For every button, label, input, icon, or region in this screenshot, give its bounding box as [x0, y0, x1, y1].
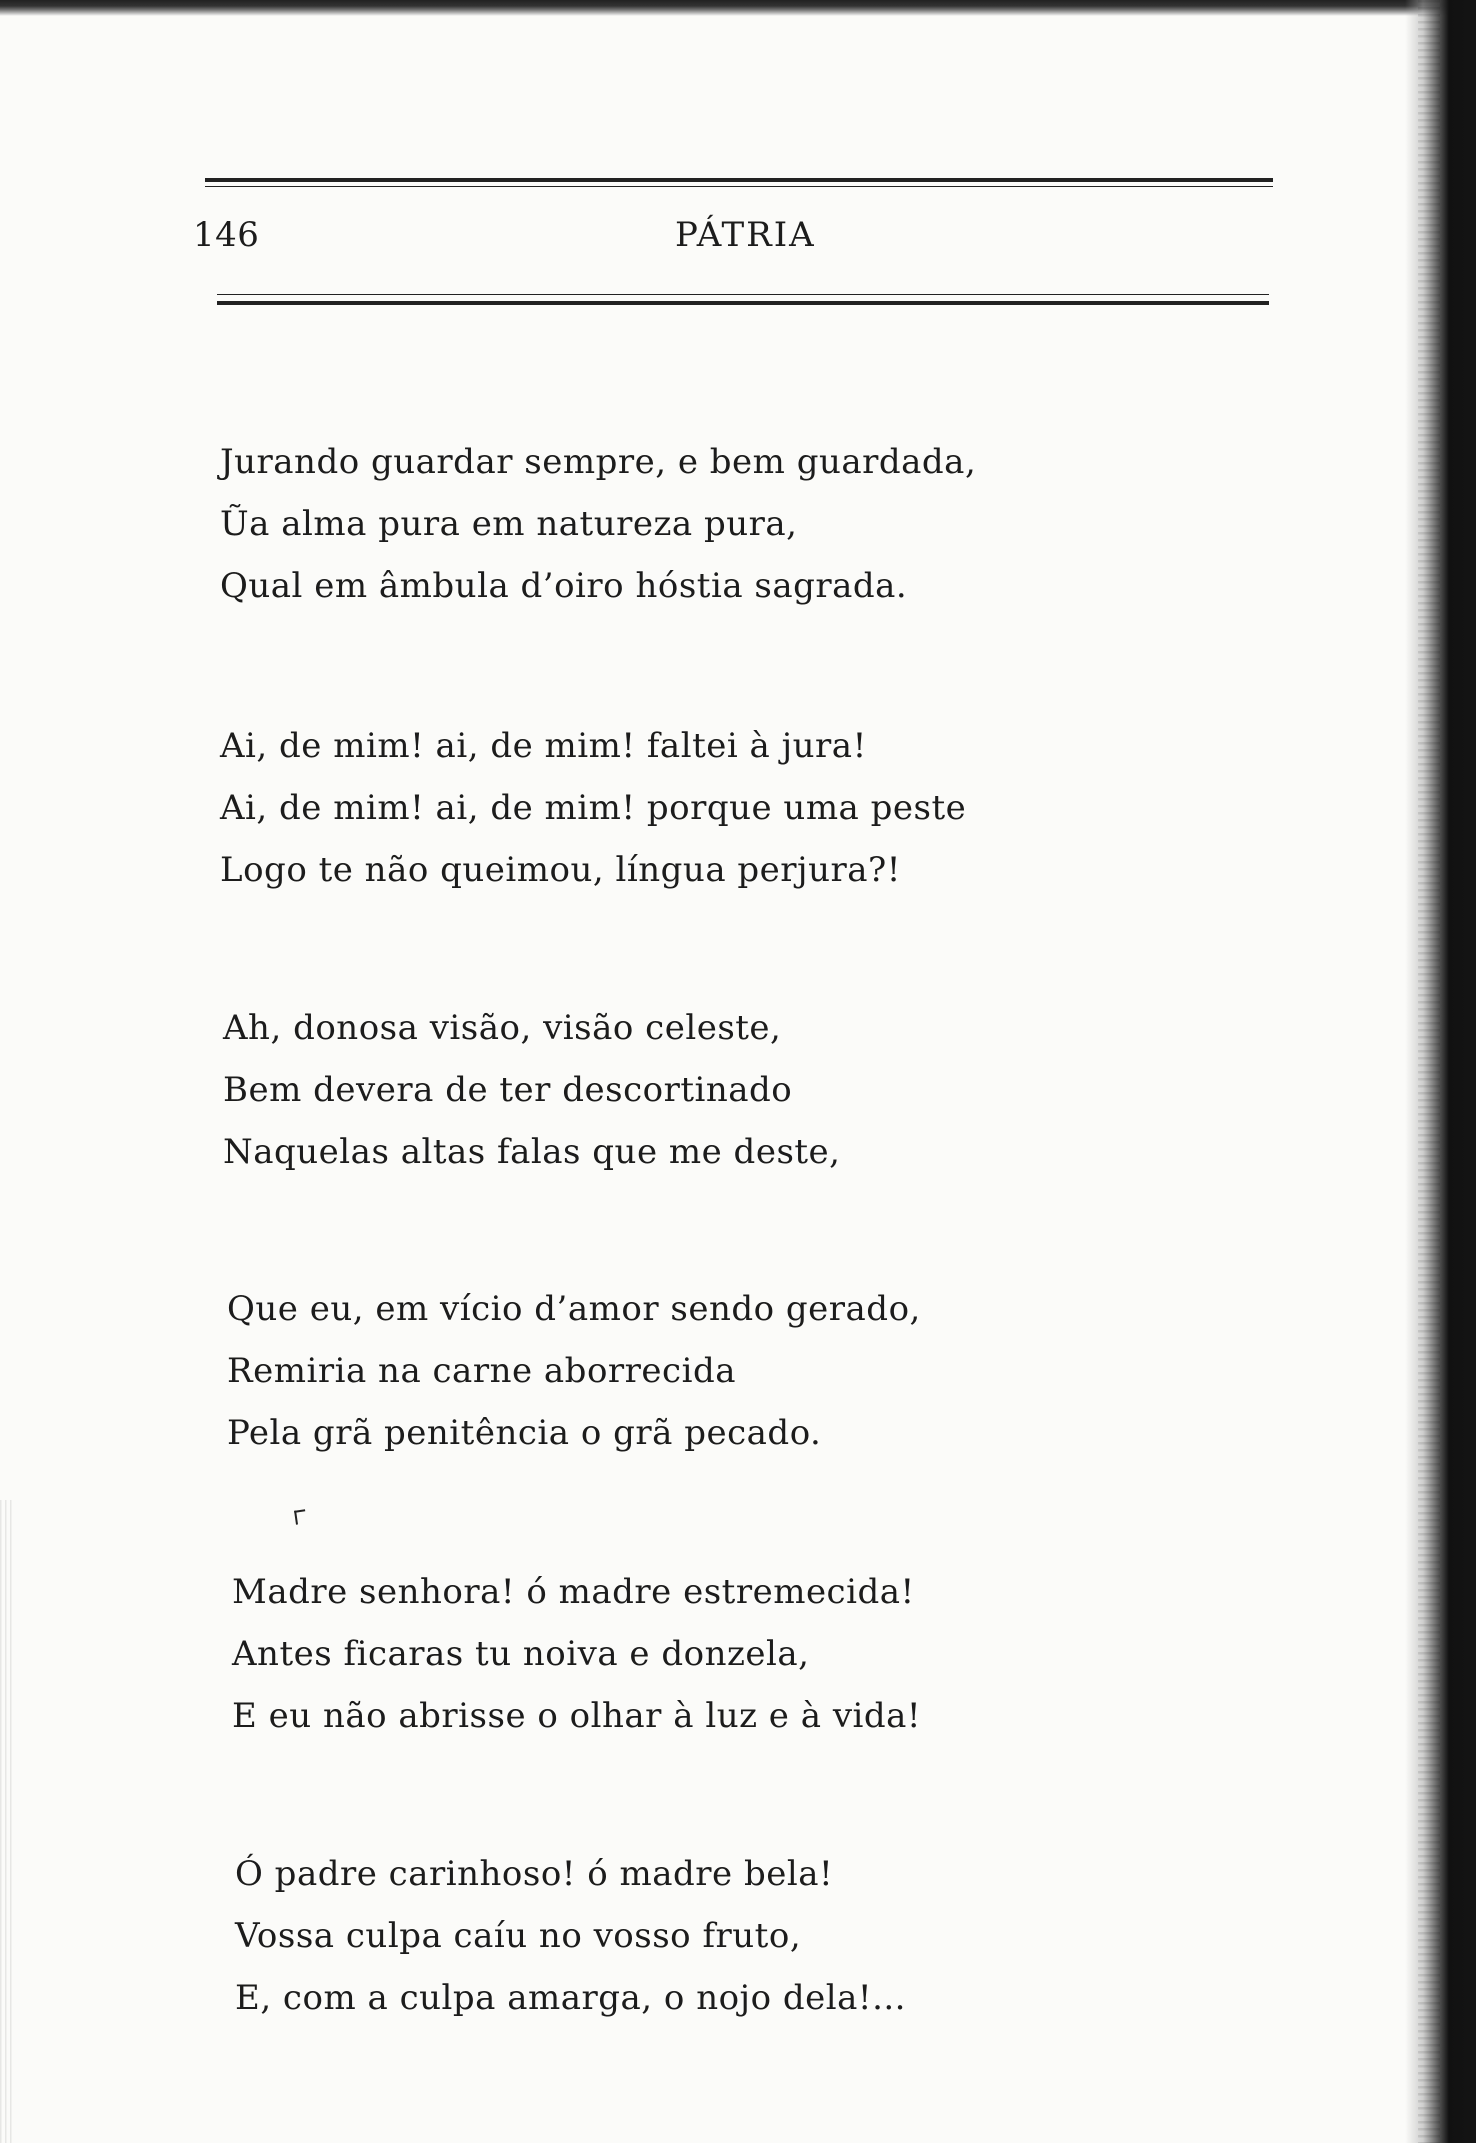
- verse-line: E, com a culpa amarga, o nojo dela!...: [235, 1978, 906, 2018]
- verse-line: Qual em âmbula d’oiro hóstia sagrada.: [220, 566, 908, 606]
- header-rule-top: [205, 178, 1273, 187]
- verse-line: Naquelas altas falas que me deste,: [223, 1132, 841, 1172]
- verse-line: Bem devera de ter descortinado: [223, 1070, 793, 1110]
- verse-line: [223, 997, 840, 1059]
- verse-line: Pela grã penitência o grã pecado.: [227, 1413, 822, 1453]
- stanza-2: [220, 715, 966, 901]
- stanza-3: [223, 997, 840, 1183]
- scan-top-edge: [0, 0, 1476, 16]
- verse-line: Ó padre carinhoso! ó madre bela!: [235, 1854, 834, 1894]
- printer-mark: [294, 1509, 307, 1524]
- verse-line-text: Ah, donosa visão, visão celeste,: [223, 1008, 782, 1048]
- verse-line: Madre senhora! ó madre estremecida!: [232, 1572, 915, 1612]
- header-rule-bottom: [217, 294, 1269, 305]
- verse-line: Antes ficaras tu noiva e donzela,: [232, 1634, 810, 1674]
- verse-line: Remiria na carne aborrecida: [227, 1351, 736, 1391]
- stanza-4: [227, 1278, 921, 1464]
- running-title: PÁTRIA: [675, 215, 816, 255]
- page-number: 146: [193, 215, 260, 255]
- binding-speckle: [1418, 0, 1440, 2143]
- stanza-6: [235, 1843, 906, 2029]
- verse-line: Vossa culpa caíu no vosso fruto,: [235, 1916, 802, 1956]
- binding-shadow: [1405, 0, 1476, 2143]
- verse-line: Ai, de mim! ai, de mim! porque uma peste: [220, 788, 967, 828]
- stanza-1: [220, 431, 976, 617]
- verse-line: Ai, de mim! ai, de mim! faltei à jura!: [220, 726, 867, 766]
- verse-line: Ũa alma pura em natureza pura,: [220, 504, 798, 544]
- stanza-5: [232, 1561, 921, 1747]
- verse-line: Logo te não queimou, língua perjura?!: [220, 850, 901, 890]
- verse-line: Jurando guardar sempre, e bem guardada,: [220, 442, 977, 482]
- verse-line: Que eu, em vício d’amor sendo gerado,: [227, 1289, 921, 1329]
- scan-left-edge: [0, 1500, 12, 2143]
- verse-line: E eu não abrisse o olhar à luz e à vida!: [232, 1696, 922, 1736]
